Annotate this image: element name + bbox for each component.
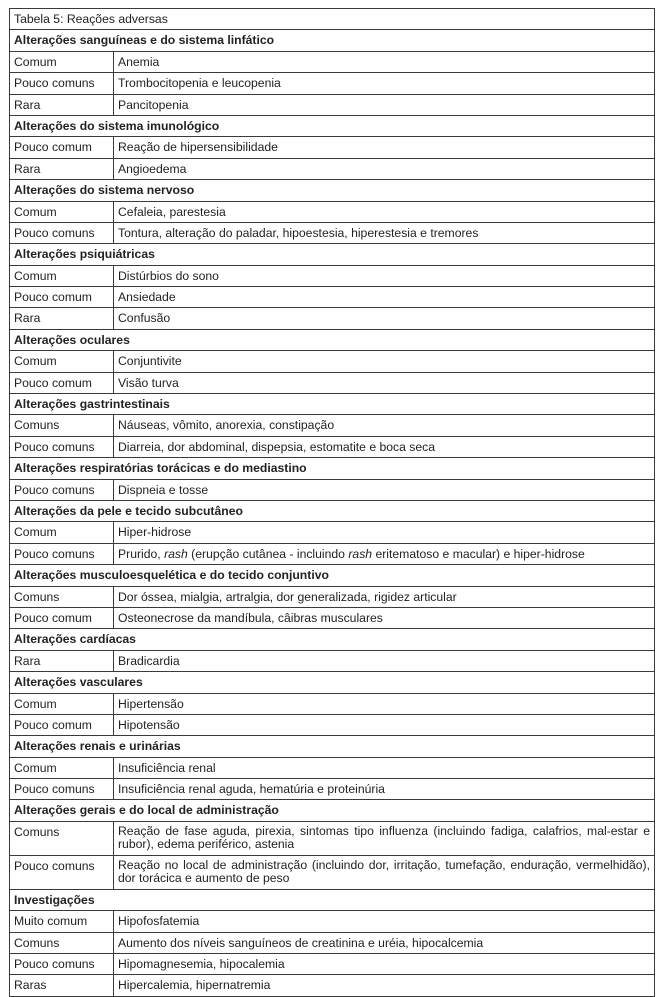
frequency-cell: Rara xyxy=(10,650,114,671)
frequency-cell: Pouco comuns xyxy=(10,543,114,564)
table-row xyxy=(10,351,655,372)
section-header-row xyxy=(10,889,655,910)
reaction-cell: Ansiedade xyxy=(114,287,655,308)
section-header-row xyxy=(10,115,655,136)
table-row xyxy=(10,201,655,222)
section-header-row xyxy=(10,800,655,821)
frequency-cell: Pouco comum xyxy=(10,607,114,628)
section-title: Alterações musculoesquelética e do tecido conjuntivo xyxy=(10,565,655,586)
section-title: Alterações da pele e tecido subcutâneo xyxy=(10,500,655,521)
table-row xyxy=(10,650,655,671)
frequency-cell: Comum xyxy=(10,201,114,222)
section-title: Alterações oculares xyxy=(10,329,655,350)
table-row xyxy=(10,479,655,500)
reaction-cell: Distúrbios do sono xyxy=(114,265,655,286)
reaction-cell: Náuseas, vômito, anorexia, constipação xyxy=(114,415,655,436)
table-row xyxy=(10,855,655,889)
section-title: Alterações do sistema nervoso xyxy=(10,180,655,201)
section-title: Alterações gerais e do local de administração xyxy=(10,800,655,821)
reaction-cell: Diarreia, dor abdominal, dispepsia, estomatite e boca seca xyxy=(114,436,655,457)
table-row xyxy=(10,821,655,855)
frequency-cell: Pouco comuns xyxy=(10,779,114,800)
reaction-cell: Aumento dos níveis sanguíneos de creatinina e uréia, hipocalcemia xyxy=(114,932,655,953)
frequency-cell: Pouco comuns xyxy=(10,222,114,243)
reaction-cell: Visão turva xyxy=(114,372,655,393)
section-title: Investigações xyxy=(10,889,655,910)
reaction-cell: Osteonecrose da mandíbula, câibras musculares xyxy=(114,607,655,628)
frequency-cell: Pouco comum xyxy=(10,137,114,158)
reaction-cell: Trombocitopenia e leucopenia xyxy=(114,73,655,94)
frequency-cell: Pouco comuns xyxy=(10,954,114,975)
table-row xyxy=(10,222,655,243)
frequency-cell: Comum xyxy=(10,265,114,286)
adverse-reactions-table-container xyxy=(9,8,655,997)
italic-term: rash xyxy=(348,546,373,561)
section-title: Alterações do sistema imunológico xyxy=(10,115,655,136)
frequency-cell: Comum xyxy=(10,351,114,372)
reaction-cell: Conjuntivite xyxy=(114,351,655,372)
reaction-cell: Anemia xyxy=(114,51,655,72)
table-row xyxy=(10,522,655,543)
table-row xyxy=(10,94,655,115)
reaction-cell: Hipercalemia, hipernatremia xyxy=(114,975,655,996)
reaction-cell: Hipotensão xyxy=(114,714,655,735)
section-header-row xyxy=(10,458,655,479)
frequency-cell: Comum xyxy=(10,693,114,714)
table-row xyxy=(10,586,655,607)
reaction-cell: Hiper-hidrose xyxy=(114,522,655,543)
italic-term: rash xyxy=(164,546,188,561)
section-title: Alterações renais e urinárias xyxy=(10,736,655,757)
reaction-cell: Reação de fase aguda, pirexia, sintomas tipo influenza (incluindo fadiga, calafrios, mal-estar e rubor), edema periférico, astenia xyxy=(114,821,655,855)
table-row xyxy=(10,287,655,308)
reaction-cell: Hipertensão xyxy=(114,693,655,714)
table-row xyxy=(10,415,655,436)
section-title: Alterações psiquiátricas xyxy=(10,244,655,265)
frequency-cell: Rara xyxy=(10,158,114,179)
table-row xyxy=(10,372,655,393)
frequency-cell: Pouco comum xyxy=(10,372,114,393)
reaction-cell: Insuficiência renal aguda, hematúria e proteinúria xyxy=(114,779,655,800)
section-header-row xyxy=(10,736,655,757)
frequency-cell: Muito comum xyxy=(10,911,114,932)
table-row xyxy=(10,265,655,286)
section-title: Alterações cardíacas xyxy=(10,629,655,650)
text-fragment: eritematoso e macular) e hiper-hidrose xyxy=(372,546,585,561)
reaction-cell: Pancitopenia xyxy=(114,94,655,115)
table-row xyxy=(10,911,655,932)
frequency-cell: Comum xyxy=(10,51,114,72)
reaction-cell xyxy=(114,543,655,564)
table-row xyxy=(10,73,655,94)
table-row xyxy=(10,954,655,975)
section-title: Alterações vasculares xyxy=(10,672,655,693)
table-body xyxy=(10,9,655,997)
reaction-cell: Cefaleia, parestesia xyxy=(114,201,655,222)
table-row xyxy=(10,158,655,179)
table-row xyxy=(10,308,655,329)
reaction-cell: Angioedema xyxy=(114,158,655,179)
frequency-cell: Rara xyxy=(10,308,114,329)
table-row xyxy=(10,693,655,714)
table-row xyxy=(10,757,655,778)
table-row xyxy=(10,436,655,457)
table-title: Tabela 5: Reações adversas xyxy=(10,9,655,30)
section-header-row xyxy=(10,180,655,201)
frequency-cell: Pouco comuns xyxy=(10,73,114,94)
frequency-cell: Comuns xyxy=(10,821,114,855)
section-header-row xyxy=(10,672,655,693)
reaction-cell: Dor óssea, mialgia, artralgia, dor generalizada, rigidez articular xyxy=(114,586,655,607)
table-row xyxy=(10,607,655,628)
frequency-cell: Pouco comuns xyxy=(10,479,114,500)
text-fragment: Prurido, xyxy=(118,546,165,561)
reaction-cell: Hipomagnesemia, hipocalemia xyxy=(114,954,655,975)
frequency-cell: Pouco comuns xyxy=(10,436,114,457)
reaction-cell: Reação de hipersensibilidade xyxy=(114,137,655,158)
frequency-cell: Comum xyxy=(10,522,114,543)
frequency-cell: Comum xyxy=(10,757,114,778)
section-header-row xyxy=(10,244,655,265)
adverse-reactions-table xyxy=(9,8,655,997)
text-fragment: (erupção cutânea - incluindo xyxy=(187,546,349,561)
reaction-cell: Reação no local de administração (incluindo dor, irritação, tumefação, enduração, vermelhidão), dor torácica e aumento de peso xyxy=(114,855,655,889)
section-title: Alterações respiratórias torácicas e do mediastino xyxy=(10,458,655,479)
table-row xyxy=(10,51,655,72)
frequency-cell: Pouco comum xyxy=(10,714,114,735)
reaction-cell: Hipofosfatemia xyxy=(114,911,655,932)
section-header-row xyxy=(10,565,655,586)
section-title: Alterações gastrintestinais xyxy=(10,394,655,415)
table-row xyxy=(10,779,655,800)
section-header-row xyxy=(10,394,655,415)
frequency-cell: Comuns xyxy=(10,932,114,953)
table-row xyxy=(10,543,655,564)
section-header-row xyxy=(10,30,655,51)
section-header-row xyxy=(10,329,655,350)
reaction-cell: Insuficiência renal xyxy=(114,757,655,778)
frequency-cell: Comuns xyxy=(10,415,114,436)
table-row xyxy=(10,714,655,735)
section-header-row xyxy=(10,629,655,650)
table-row xyxy=(10,932,655,953)
table-row xyxy=(10,137,655,158)
frequency-cell: Rara xyxy=(10,94,114,115)
frequency-cell: Raras xyxy=(10,975,114,996)
reaction-cell: Tontura, alteração do paladar, hipoestesia, hiperestesia e tremores xyxy=(114,222,655,243)
section-title: Alterações sanguíneas e do sistema linfático xyxy=(10,30,655,51)
section-header-row xyxy=(10,500,655,521)
reaction-cell: Dispneia e tosse xyxy=(114,479,655,500)
table-row xyxy=(10,975,655,996)
reaction-cell: Confusão xyxy=(114,308,655,329)
frequency-cell: Comuns xyxy=(10,586,114,607)
frequency-cell: Pouco comum xyxy=(10,287,114,308)
frequency-cell: Pouco comuns xyxy=(10,855,114,889)
reaction-cell: Bradicardia xyxy=(114,650,655,671)
table-title-row xyxy=(10,9,655,30)
